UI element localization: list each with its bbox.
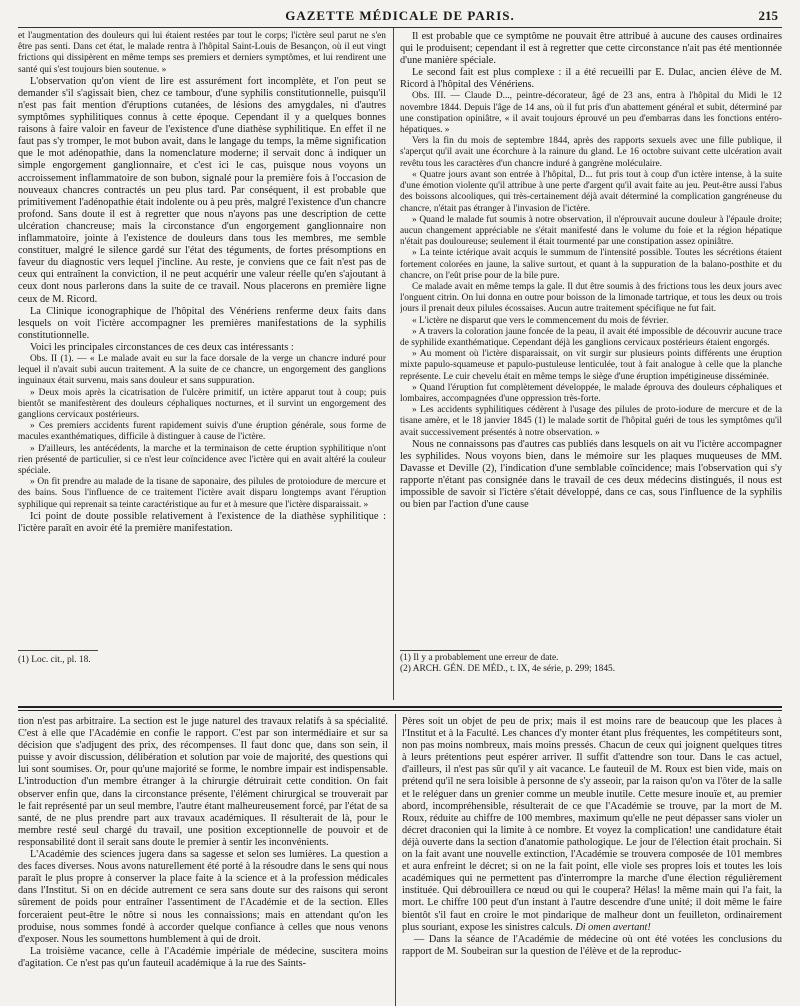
observation-paragraph: » Deux mois après la cicatrisation de l'ulcère primitif, un ictère apparut tout à coup; puis bientôt se manifestèrent des douleurs céphaliques nocturnes, et il survint un engorgement des ganglions cervicaux postérieurs. xyxy=(18,387,386,420)
lower-right-column xyxy=(402,716,782,1004)
paragraph: Voici les principales circonstances de ces deux cas intéressants : xyxy=(30,341,294,353)
paragraph: La troisième vacance, celle à l'Académie impériale de médecine, suscitera moins d'agitation. Ce n'est pas qu'un fauteuil académique à la rue des Saints- xyxy=(18,945,388,969)
paragraph: L'Académie des sciences jugera dans sa sagesse et selon ses lumières. La question a des faces diverses. Nous avons naturellement été porté à la résoudre dans le sens qui nous paraît le plus propre à conserver la place faite à la science et à la profession médicales dans l'Institut. Si on en décide autrement ce sera sans doute sur des raisons qui seront sûrement de poids pour entraîner l'assentiment de l'Académie et de la section. Elles forceraient peut-être le nôtre si nous les connaissions; mais en attendant qu'on les produise, nous sommes fondé à accorder quelque confiance à celles que nous venons d'exposer. Nous les soumettons humblement à qui de droit. xyxy=(18,849,388,945)
observation-paragraph: » Quand l'éruption fut complètement développée, le malade éprouva des douleurs céphaliques et lombaires, accompagnées d'une oppression très-forte. xyxy=(400,382,782,404)
observation-paragraph: » D'ailleurs, les antécédents, la marche et la terminaison de cette éruption syphilitique n'ont rien présenté de particulier, si ce n'est leur coïncidence avec l'ictère qui en avait altéré la couleur spéciale. xyxy=(18,443,386,476)
column-divider xyxy=(393,28,394,700)
paragraph: Le second fait est plus complexe : il a été recueilli par E. Dulac, ancien élève de M. Ricord à l'hôpital des Vénériens. xyxy=(400,67,782,91)
upper-right-column xyxy=(400,31,782,639)
paragraph: — Dans la séance de l'Académie de médecine où ont été votées les conclusions du rapport de M. Soubeiran sur la question de l'élève et de la reproduc- xyxy=(402,933,782,957)
paragraph xyxy=(402,716,782,934)
lower-left-column xyxy=(18,716,388,1004)
paragraph: L'observation qu'on vient de lire est assurément fort incomplète, et l'on peut se demander s'il s'agissait bien, chez ce tambour, d'une syphilis constitutionnelle, puisqu'il n'est pas fait mention d'éruptions cutanées, de lésions des amygdales, ni d'autres symptômes syphilitiques connus à cette époque. Cependant il y a quelques bonnes raisons à faire valoir en faveur de l'existence d'une diathèse syphilitique. En effet il ne faut pas s'y tromper, le mot bubon avait, dans le langage du temps, la même signification que le mot adénopathie, dans la nomenclature moderne; il servait donc à indiquer un simple engorgement ganglionnaire, et c'est ici le cas, puisque nous voyons un accroissement inflammatoire de son bubon, signalé pour la première fois à l'occasion de nouveaux chancres contractés un peu plus tard. Par conséquent, il est probable que primitivement l'adénopathie était indolente ou à peu près, malgré l'existence d'un chancre profond. Sans doute il est à regretter que nous n'ayons pas une description de cette ulcération chancreuse; mais la circonstance d'un engorgement ganglionnaire non inflammatoire, jointe à l'existence de douleurs dans tous les membres, me semble constituer, malgré le silence gardé sur l'état des téguments, de fortes présomptions en faveur du diagnostic vers lequel j'incline. Au reste, je conviens que ce fait n'est pas de ceux qui entraînent la conviction, il ne peut acquérir une valeur réelle qu'en s'ajoutant à ceux dont nous parlerons dans la suite de ce travail. Nous placerons en première ligne ceux de M. Ricord. xyxy=(18,75,386,305)
footnote: (1) Loc. cit., pl. 18. xyxy=(18,655,91,665)
page-header xyxy=(18,8,782,26)
footnote: (2) ARCH. GÉN. DE MÉD., t. IX, 4e série, p. 299; 1845. xyxy=(400,664,616,674)
footnotes-left xyxy=(18,655,386,666)
observation-paragraph: Vers la fin du mois de septembre 1844, après des rapports sexuels avec une fille publique, il s'aperçut qu'il avait une écorchure à la rainure du gland. Le 16 octobre suivant cette ulcération avait revêtu tous les caractères d'un chancre induré à gangrène moléculaire. xyxy=(400,136,782,169)
header-rule xyxy=(18,27,782,28)
observation-paragraph: » On fit prendre au malade de la tisane de saponaire, des pilules de protoiodure de mercure et des bains. Sous l'influence de ce traitement l'ictère avait disparu longtemps avant l'éruption syphilique qui reprenait sa teinte caractéristique au fur et à mesure que l'ictère disparaissait. » xyxy=(18,477,386,510)
observation-paragraph: » Ces premiers accidents furent rapidement suivis d'une éruption générale, sous forme de macules exanthématiques, difficile à distinguer à cause de l'ictère. xyxy=(18,421,386,443)
journal-title: GAZETTE MÉDICALE DE PARIS. xyxy=(285,8,515,23)
paragraph-text: Pères soit un objet de peu de prix; mais il est moins rare de beaucoup que les places à l'Institut et à la Faculté. Les chances d'y monter étant plus fréquentes, les compétiteurs sont, non pas moins nombreux, mais moins pressés. Chacun de ceux qui joignent quelques titres à leurs prétentions peut espérer arriver. Il suffit d'attendre son tour. Dans le cas actuel, d'ailleurs, il n'est pas sûr qu'il y ait vacance. Le fauteuil de M. Roux est bien vide, mais on prétend qu'il ne sera loisible à personne de s'y asseoir, par la raison qu'on va l'ôter de la salle et le reléguer dans un grenier comme un meuble inutile. Cette mesure inouïe et, au premier abord, incompréhensible, résulterait de ce que l'Académie se trouve, par la mort de M. Roux, réduite au chiffre de 100 membres, maximum qu'elle ne peut dépasser sans violer un décret draconien qui la limite à ce nombre. Et voyez la complication! une candidature était déjà ouverte dans la section d'anatomie pathologique. Le jour de l'élection était prochain. Si on la fait avant une nouvelle extinction, l'Académie se trouvera composée de 101 membres et aura enfreint le décret; si on ne la fait point, elle viole ses propres lois et toutes les lois académiques qui ne permettent pas d'interrompre la marche d'une élection régulièrement instituée. Qui débrouillera ce nœud ou qui le coupera? Hélas! la même main qui l'a fait, la mort. Le chiffre 100 peut d'un instant à l'autre descendre d'une unité; il doit même le faire bientôt s'il faut en croire le mot pindarique de malheur dont un feuilleton, ordinairement plus souriant, expose les sinistres calculs. xyxy=(402,716,782,933)
observation-paragraph: Obs. II (1). — « Le malade avait eu sur la face dorsale de la verge un chancre induré pour lequel il n'avait subi aucun traitement. A la suite de ce chancre, un engorgement des ganglions inguinaux était survenu, mais sans douleur et sans suppuration. xyxy=(18,353,386,387)
observation-paragraph: « L'ictère ne disparut que vers le commencement du mois de février. xyxy=(412,315,669,326)
observation-paragraph: » Quand le malade fut soumis à notre observation, il n'éprouvait aucune douleur à l'épaule droite; aucun changement appréciable ne s'était manifesté dans le volume du foie et la région hépatique n'était pas douloureuse; seulement il était tourmenté par une constipation assez opiniâtre. xyxy=(400,214,782,248)
observation-paragraph: » Les accidents syphilitiques cédèrent à l'usage des pilules de proto-iodure de mercure et de la tisane amère, et le 18 janvier 1845 (1) le malade sortit de l'hôpital guéri de tous les symptômes qu'il avait successivement présentés à notre observation. » xyxy=(400,405,782,438)
footnote: (1) Il y a probablement une erreur de date. xyxy=(400,653,559,663)
section-separator xyxy=(18,706,782,708)
page-number: 215 xyxy=(758,8,778,23)
footnotes-right xyxy=(400,653,782,675)
observation-paragraph: » La teinte ictérique avait acquis le summum de l'intensité possible. Toutes les sécrétions étaient fortement colorées en jaune, la salive surtout, et quant à la suppuration de la balano-posthite et du chancre, on l'eût prise pour de la bile pure. xyxy=(400,248,782,281)
paragraph: Nous ne connaissons pas d'autres cas publiés dans lesquels on ait vu l'ictère accompagner les syphilides. Nous voyons bien, dans le mémoire sur les plaques muqueuses de MM. Davasse et Deville (2), l'indication d'une semblable coïncidence; mais l'observation qui s'y rapporte n'étant pas consignée dans le travail de ces deux médecins distingués, il nous est impossible de savoir si l'ictère s'était développé, dans ce cas, sous l'influence de la syphilis ou bien par l'action d'une cause xyxy=(400,438,782,511)
observation-paragraph: « Quatre jours avant son entrée à l'hôpital, D... fut pris tout à coup d'un ictère intense, à la suite d'une émotion violente qu'il attribue à une perte d'argent qu'il avait faite au jeu. Peut-être aussi l'abus des boissons alcooliques, qui très-certainement déjà avait déterminé la complication gangréneuse du chancre, n'était pas étranger à l'invasion de l'ictère. xyxy=(400,169,782,214)
paragraph: La Clinique iconographique de l'hôpital des Vénériens renferme deux faits dans lesquels on voit l'ictère accompagner les premières manifestations de la syphilis constitutionnelle. xyxy=(18,305,386,341)
paragraph: et l'augmentation des douleurs qui lui étaient restées par tout le corps; l'ictère seul parut ne s'en être pas senti. Dans cet état, le malade rentra à l'hôpital Saint-Louis de Besançon, où il eut vingt frictions qui dissipèrent en même temps ses premiers et derniers symptômes, et lui rendirent une santé qui s'est toujours bien soutenue. » xyxy=(18,31,386,75)
column-divider xyxy=(395,714,396,1006)
paragraph: Il est probable que ce symptôme ne pouvait être attribué à aucune des causes ordinaires qui le produisent; cependant il est à regretter que cette circonstance n'ait pas été mentionnée d'une manière spéciale. xyxy=(400,31,782,67)
footnote-rule xyxy=(18,650,98,651)
paragraph: tion n'est pas arbitraire. La section est le juge naturel des travaux relatifs à sa spécialité. C'est à elle que l'Académie en confie le rapport. C'est par son intermédiaire et sur sa décision que s'adjugent des prix, des récompenses. Il faut donc que, dans son sein, il puisse y avoir discussion, délibération et solution par voie de majorité, des questions qui lui sont soumises. Or, pour qu'une majorité se forme, le nombre impair est indispensable. L'introduction d'un membre étranger à la chirurgie détruirait cette condition. On fait observer enfin que, dans la circonstance présente, l'élément chirurgical se trouverait par le fait représenté par un seul membre, l'autre étant malheureusement forcé, par l'état de sa santé, de ne plus prendre part aux travaux académiques. Il résulterait de là, pour le membre resté seul chargé du travail, une position exceptionnelle de pouvoir et de responsabilité dont il serait sans doute le premier à sentir les inconvénients. xyxy=(18,716,388,848)
observation-paragraph: Ce malade avait en même temps la gale. Il dut être soumis à des frictions tous les deux jours avec l'onguent citrin. On lui donna en outre pour boisson de la limonade tartrique, et tous les deux ou trois jours il prenait deux pilules écossaises. Aucun autre traitement spécifique ne fut fait. xyxy=(400,281,782,315)
upper-left-column xyxy=(18,31,386,635)
observation-paragraph: Obs. III. — Claude D..., peintre-décorateur, âgé de 23 ans, entra à l'hôpital du Midi le 12 novembre 1844. Depuis l'âge de 14 ans, où il fut pris d'un abattement général et subit, déterminé par une constipation opiniâtre, « il avait toujours éprouvé un peu d'embarras dans les fonctions entéro-hépatiques. » xyxy=(400,91,782,136)
section-separator xyxy=(18,710,782,711)
paragraph: Ici point de doute possible relativement à l'existence de la diathèse syphilitique : l'ictère paraît en avoir été la première manifestation. xyxy=(18,510,386,534)
latin-phrase: Di omen avertant! xyxy=(575,921,651,933)
observation-paragraph: » A travers la coloration jaune foncée de la peau, il avait été impossible de découvrir aucune trace de syphilide exanthématique. Cependant déjà les ganglions cervicaux postérieurs étaient engorgés. xyxy=(400,326,782,348)
observation-paragraph: » Au moment où l'ictère disparaissait, on vit surgir sur plusieurs points différents une éruption mixte papulo-squameuse et papulo-pustuleuse lenticulée, tout à fait analogue à celle que la planche représente. Le cuir chevelu était en même temps le siège d'une éruption impétigineuse disséminée. xyxy=(400,349,782,382)
footnote-rule xyxy=(400,650,480,651)
